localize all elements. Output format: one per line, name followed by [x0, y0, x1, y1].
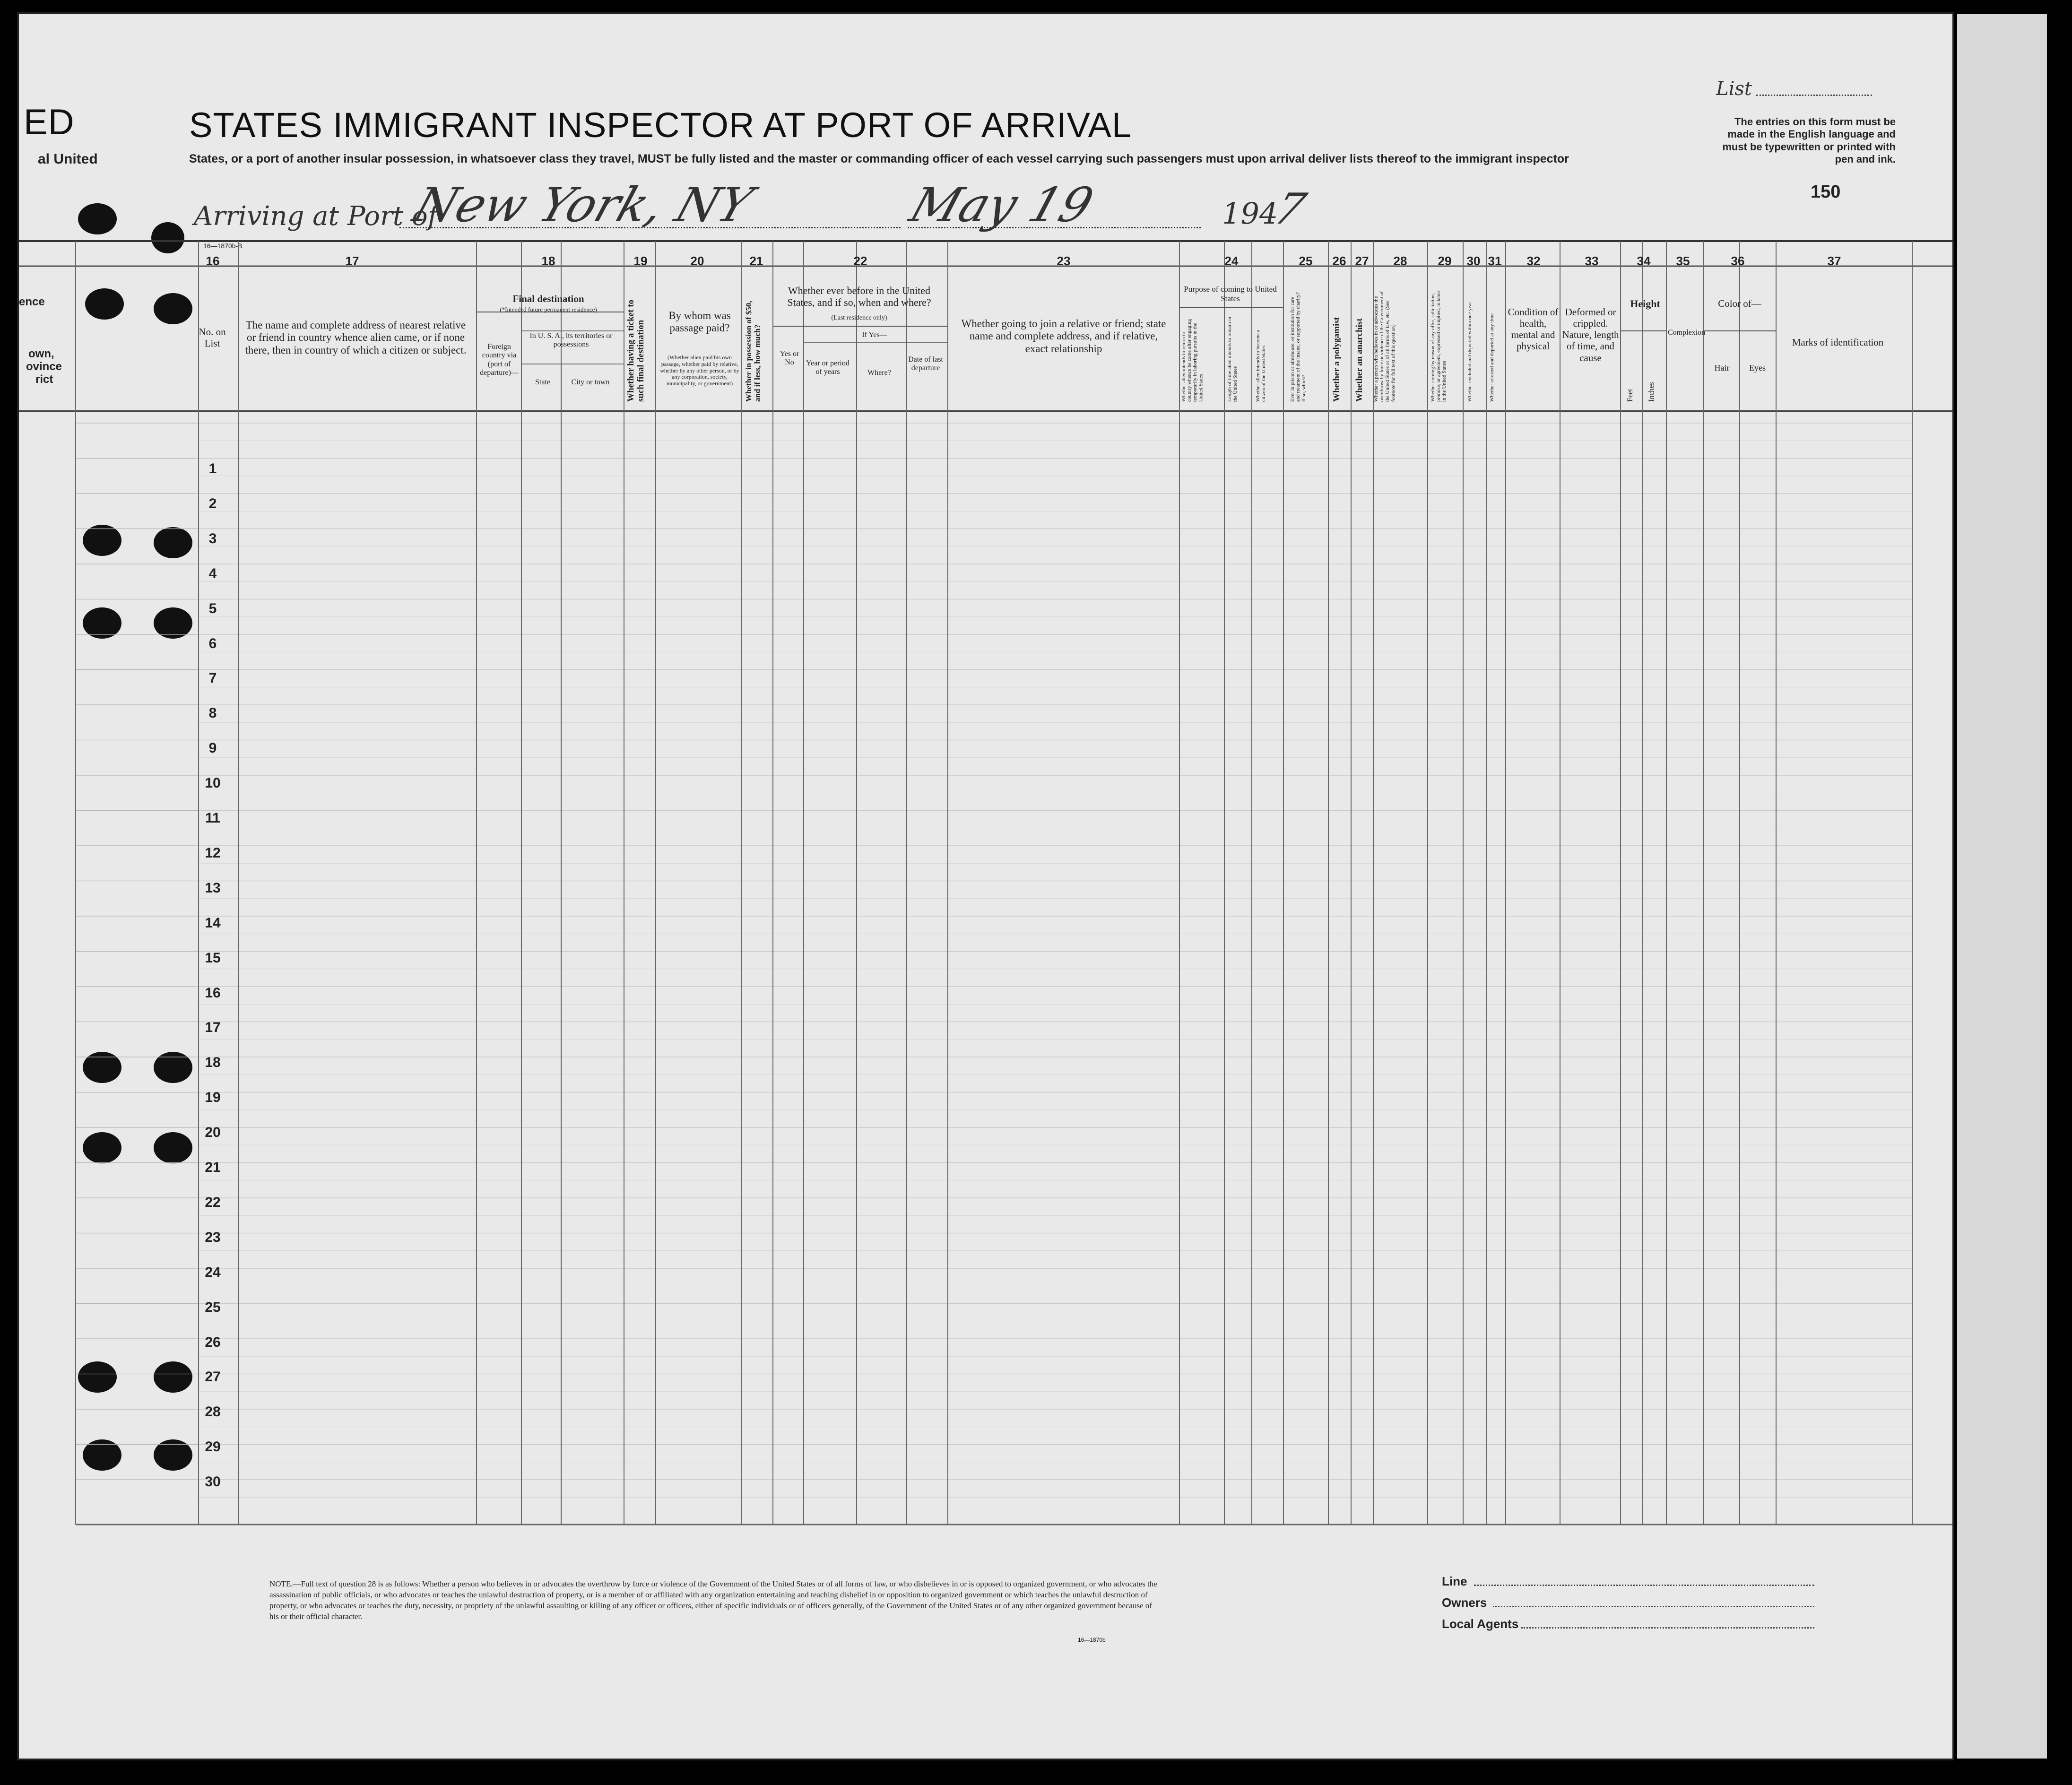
row-number: 4	[208, 565, 217, 581]
header-year-period: Year or period of years	[806, 359, 850, 376]
column-number: 17	[345, 254, 359, 268]
local-agents-field[interactable]	[1521, 1627, 1814, 1629]
list-label: List	[1716, 78, 1752, 100]
column-number: 16	[206, 254, 220, 268]
row-number: 22	[205, 1194, 221, 1210]
column-number: 28	[1393, 254, 1407, 268]
line-field[interactable]	[1474, 1585, 1814, 1586]
header-arrested: Whether arrested and deported at any time	[1489, 313, 1495, 402]
left-fragment: own,	[28, 347, 54, 360]
header-passage-paid-note: (Whether alien paid his own passage, whether paid by relative, whether by any other person, or by any corporation, society, municipality, or government)	[660, 354, 739, 387]
header-ever-before-sub: (Last residence only)	[831, 314, 887, 321]
row-number: 13	[205, 880, 221, 896]
port-handwritten: New York, NY	[407, 177, 760, 233]
header-polygamist: Whether a polygamist	[1332, 317, 1342, 402]
column-number: 32	[1526, 254, 1541, 268]
header-height: Height	[1630, 298, 1660, 310]
header-no-on-list: No. on List	[199, 326, 226, 349]
column-number: 27	[1355, 254, 1369, 268]
row-number: 28	[205, 1404, 221, 1420]
column-number: 19	[633, 254, 648, 268]
page-number: 150	[1811, 182, 1841, 202]
column-number: 29	[1438, 254, 1452, 268]
column-number: 23	[1057, 254, 1071, 268]
header-date-last-departure: Date of last departure	[908, 355, 943, 373]
row-number: 3	[208, 530, 217, 546]
owners-label: Owners	[1442, 1595, 1487, 1610]
row-number: 10	[205, 775, 221, 791]
header-purpose-b: Length of time alien intends to remain in the United States	[1227, 317, 1239, 402]
row-number: 7	[208, 670, 217, 686]
date-handwritten: May 19	[903, 177, 1100, 233]
header-state: State	[535, 378, 550, 386]
header-foreign-country: Foreign country via (port of departure)—	[480, 343, 519, 377]
row-number: 20	[205, 1125, 221, 1141]
header-complexion: Complexion	[1668, 329, 1706, 337]
row-number: 1	[208, 461, 217, 477]
row-number: 11	[205, 810, 220, 826]
header-hair: Hair	[1714, 363, 1730, 373]
header-feet: Feet	[1626, 389, 1634, 402]
header-nearest-relative: The name and complete address of nearest relative or friend in country whence alien came, or if none there, then in country of which a citizen or subject.	[245, 319, 467, 356]
header-prison: Ever in prison or almshouse, or institution for care and treatment of the insane, or supported by charity? If so, which?	[1290, 292, 1307, 402]
local-agents-label: Local Agents	[1442, 1617, 1519, 1631]
header-final-destination-sub: (*Intended future permanent residence)	[500, 306, 597, 313]
row-number: 29	[205, 1439, 221, 1455]
header-inches: Inches	[1647, 382, 1656, 402]
header-purpose-c: Whether alien intends to become a citizen of the United States	[1255, 329, 1267, 402]
header-question-28: Whether a person who believes in or advocates the overthrow by force or violence of the Government of the United States or of all forms of law, etc. (See footnote for full text of this question)	[1373, 291, 1396, 402]
row-number: 16	[205, 985, 221, 1001]
row-number: 12	[205, 845, 221, 861]
left-fragment: rict	[35, 373, 53, 386]
header-eyes: Eyes	[1749, 363, 1766, 373]
form-code-small: 16—1870b-B	[203, 242, 243, 250]
header-marks: Marks of identification	[1792, 337, 1884, 348]
column-number: 26	[1332, 254, 1346, 268]
column-number: 35	[1676, 254, 1690, 268]
header-color-of: Color of—	[1718, 298, 1761, 309]
row-number: 6	[208, 635, 217, 651]
header-yes-no: Yes or No	[780, 350, 799, 367]
column-number: 30	[1466, 254, 1481, 268]
instructions: The entries on this form must be made in the English language and must be typewritten or printed with pen and ink.	[1722, 116, 1896, 165]
left-subtitle-fragment: al United	[38, 151, 98, 167]
row-number: 15	[205, 950, 221, 966]
page-title: STATES IMMIGRANT INSPECTOR AT PORT OF ARRIVAL	[189, 105, 1132, 145]
left-fragment: ovince	[26, 360, 62, 373]
column-number: 20	[690, 254, 704, 268]
header-labor-offer: Whether coming by reason of any offer, solicitation, promise, or agreement, expressed or implied, to labor in the United States	[1430, 290, 1448, 402]
footnote: NOTE.—Full text of question 28 is as follows: Whether a person who believes in or advocates the overthrow by force or violence of the Government of the United States or of all forms of law, or who disbelieves in or is opposed to organized government, or who advocates the assassination of public officials, or who advocates or teaches the unlawful destruction of property, or is a member of or affiliated with any organization entertaining and teaching disbelief in or opposition to organized government or which teaches the unlawful destruction of property, or who advocates or teaches the duty, necessity, or propriety of the unlawful assaulting or killing of any officer or officers, either of specific individuals or of officers generally, of the Government of the United States or of any other organized government because of his or their official character.	[269, 1579, 1157, 1621]
footer-form-code: 16—1870b	[1078, 1637, 1106, 1643]
row-number: 30	[205, 1474, 221, 1490]
row-number: 27	[205, 1369, 221, 1385]
column-number: 31	[1488, 254, 1502, 268]
header-ever-before: Whether ever before in the United States, and if so, when and where?	[787, 285, 931, 309]
row-number: 2	[208, 495, 217, 511]
column-number: 24	[1224, 254, 1239, 268]
left-fragment: ence	[19, 295, 45, 308]
row-number: 5	[208, 600, 217, 616]
page-subtitle: States, or a port of another insular possession, in whatsoever class they travel, MUST be fully listed and the master or commanding officer of each vessel carrying such passengers must upon arrival deliver lists thereof to the immigrant inspector	[189, 152, 1569, 165]
header-health: Condition of health, mental and physical	[1508, 306, 1559, 352]
header-purpose: Purpose of coming to United States	[1184, 285, 1277, 303]
row-number: 8	[208, 705, 217, 721]
row-number: 14	[205, 915, 221, 931]
column-number: 22	[853, 254, 867, 268]
header-fifty-dollars: Whether in possession of $50, and if less, how much?	[744, 301, 762, 402]
row-number: 9	[208, 740, 217, 756]
year-printed: 194	[1222, 196, 1278, 231]
year-handwritten: 7	[1268, 184, 1312, 234]
header-join-relative: Whether going to join a relative or friend; state name and complete address, and if relative, exact relationship	[961, 318, 1166, 355]
column-number: 37	[1827, 254, 1841, 268]
left-title-fragment: ED	[24, 102, 75, 142]
header-in-usa: In U. S. A., its territories or possessions	[529, 332, 613, 349]
row-number: 19	[205, 1090, 221, 1106]
header-passage-paid: By whom was passage paid?	[668, 310, 731, 334]
line-label: Line	[1442, 1574, 1467, 1588]
row-number: 23	[205, 1229, 221, 1245]
row-number: 26	[205, 1334, 221, 1350]
column-number: 33	[1585, 254, 1599, 268]
header-deformed: Deformed or crippled. Nature, length of time, and cause	[1562, 306, 1619, 364]
header-excluded: Whether excluded and deported within one year	[1467, 302, 1473, 402]
row-number: 21	[205, 1160, 221, 1175]
header-anarchist: Whether an anarchist	[1354, 318, 1364, 402]
header-city: City or town	[571, 378, 610, 386]
header-ticket: Whether having a ticket to such final destination	[626, 299, 646, 402]
row-number: 18	[205, 1055, 221, 1071]
column-number: 36	[1731, 254, 1745, 268]
header-if-yes: If Yes—	[862, 331, 887, 339]
header-purpose-a: Whether alien intends to return to country whence he came after engaging temporarily in laboring pursuits in the United States	[1181, 319, 1204, 402]
column-number: 21	[749, 254, 763, 268]
header-final-destination: Final destination	[512, 293, 584, 304]
arriving-label: Arriving at Port of	[194, 201, 438, 232]
header-where: Where?	[867, 369, 891, 377]
row-number: 17	[205, 1020, 221, 1036]
column-number: 25	[1299, 254, 1313, 268]
column-number: 34	[1637, 254, 1651, 268]
row-number: 24	[205, 1264, 221, 1280]
row-number: 25	[205, 1299, 221, 1315]
owners-field[interactable]	[1493, 1606, 1814, 1607]
column-number: 18	[541, 254, 555, 268]
